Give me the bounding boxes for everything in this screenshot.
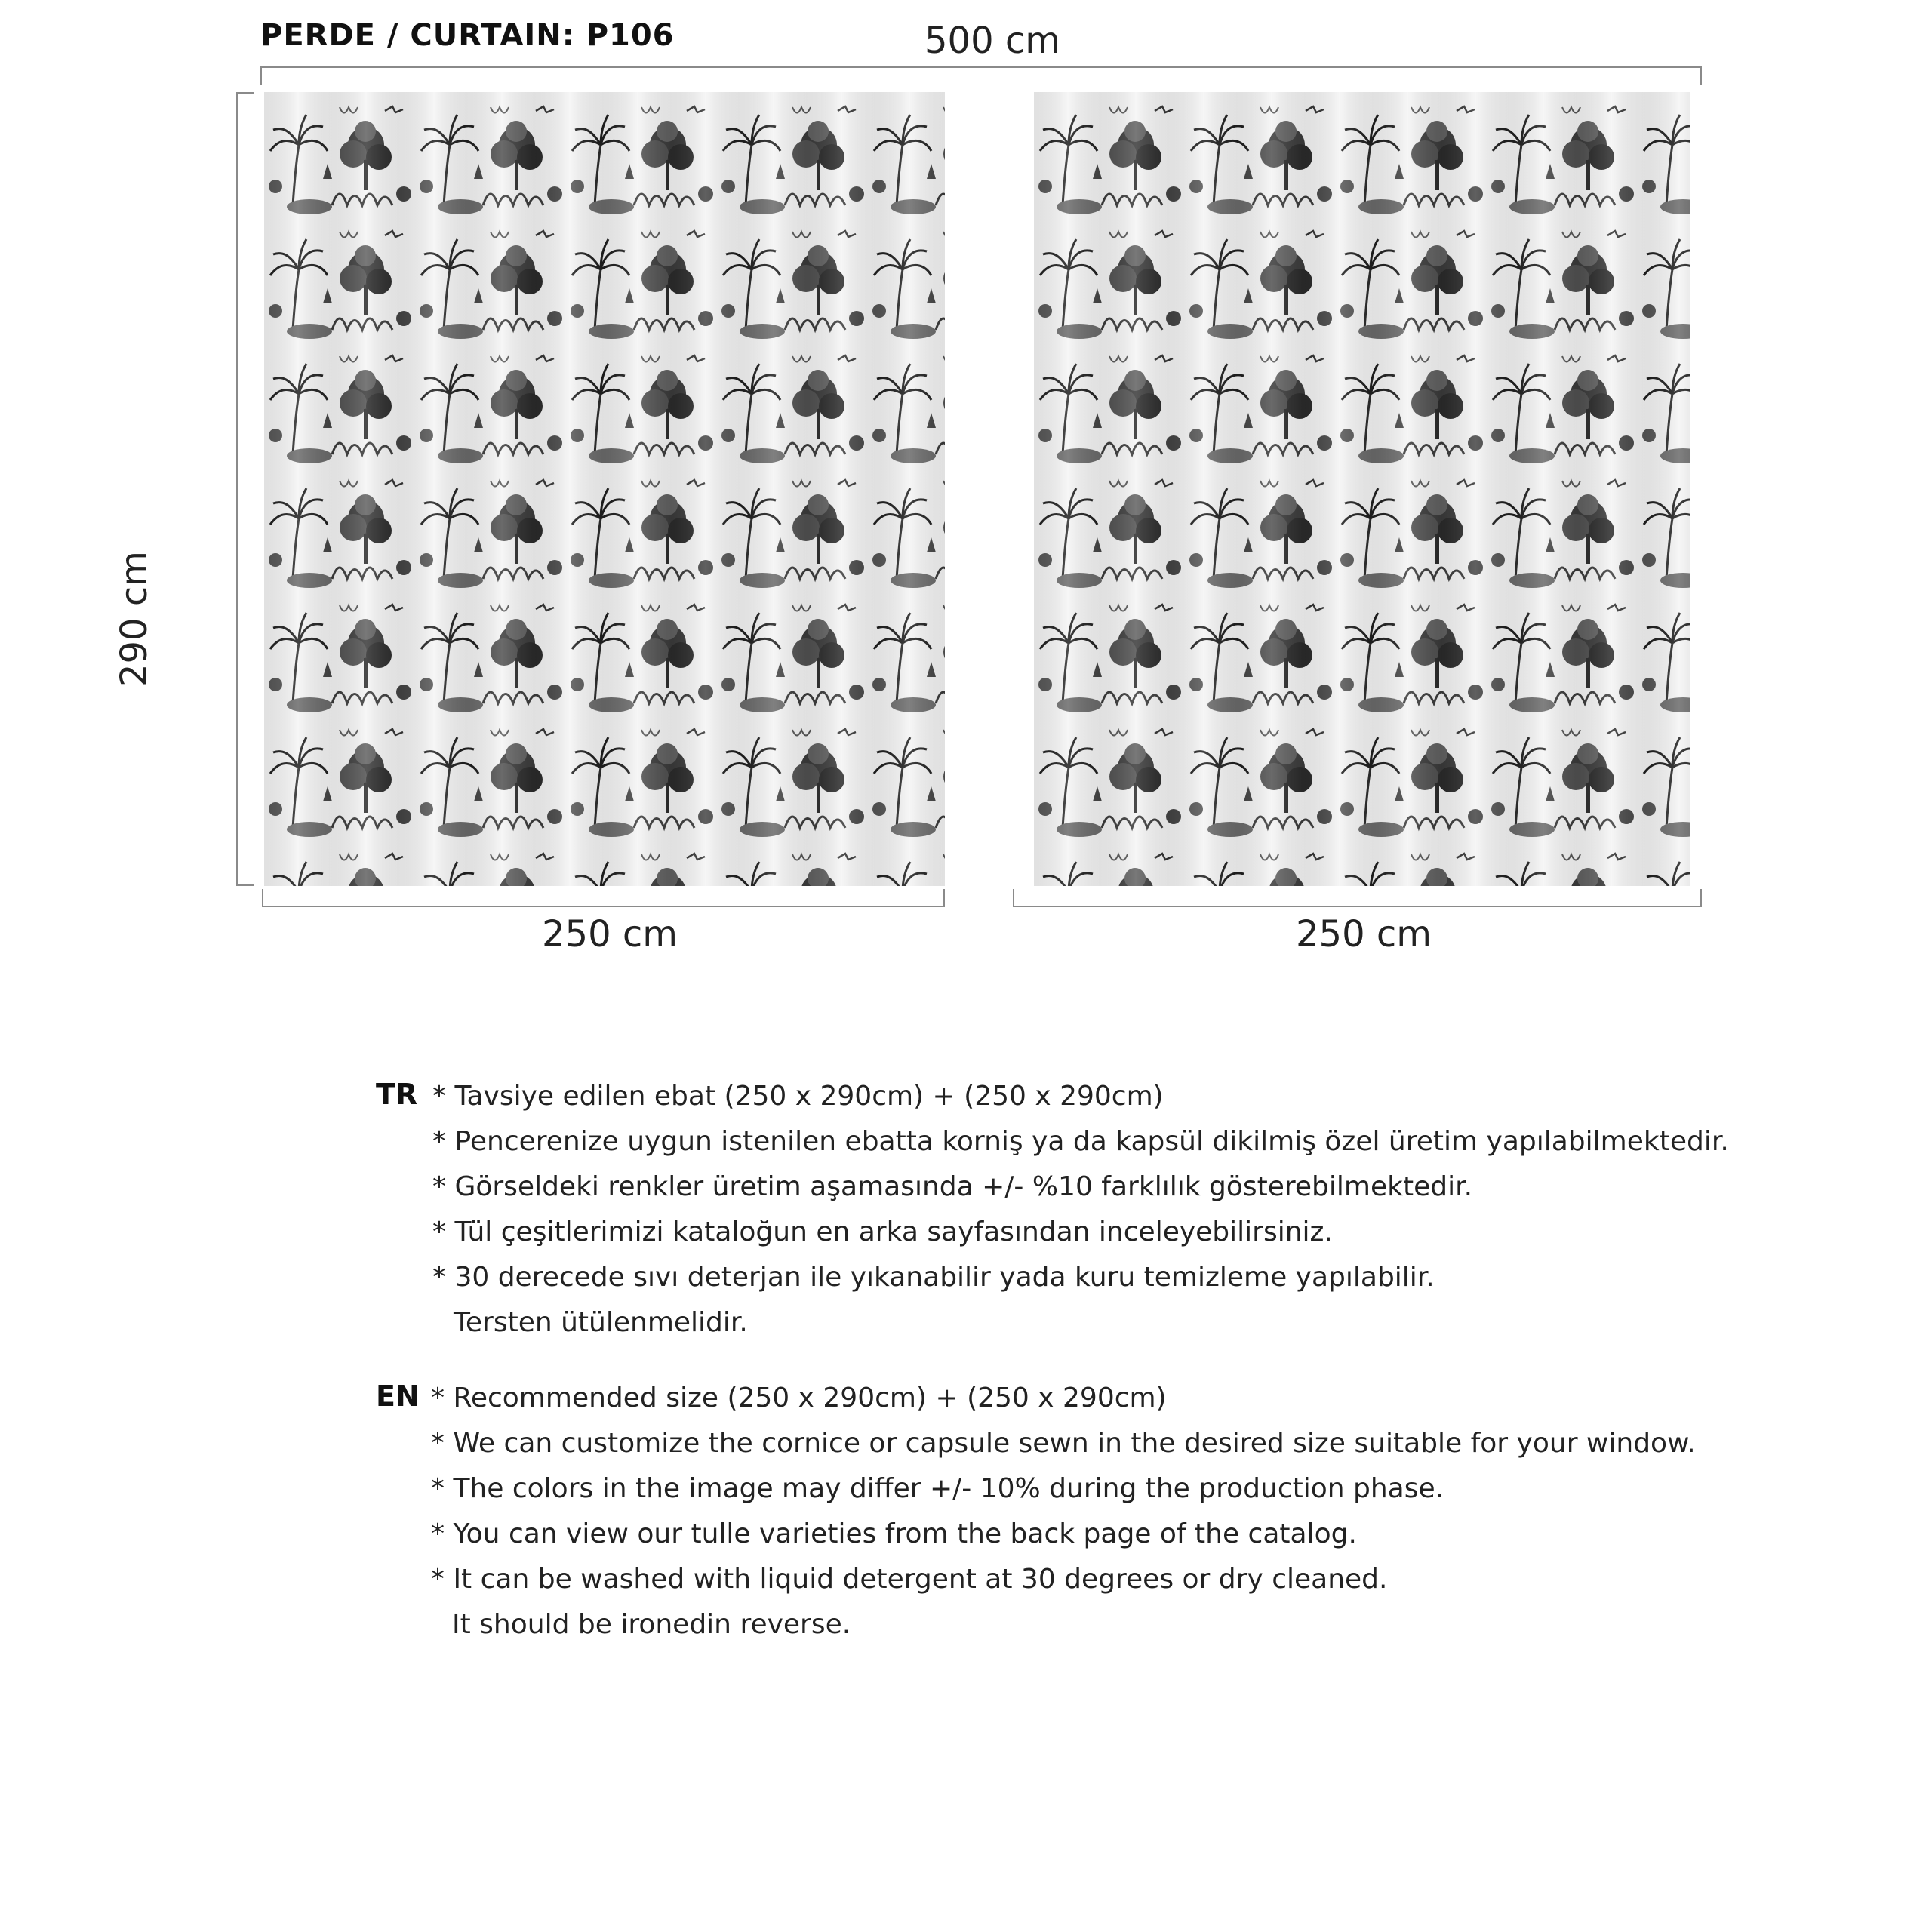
note-en-line: * You can view our tulle varieties from the back page of the catalog. xyxy=(431,1518,1357,1549)
note-tr-line: * Görseldeki renkler üretim aşamasında +/- %10 farklılık gösterebilmektedir. xyxy=(432,1171,1473,1202)
note-en-line: * Recommended size (250 x 290cm) + (250 x 290cm) xyxy=(431,1383,1167,1414)
toile-pattern-right xyxy=(1034,92,1690,886)
curtain-panel-left xyxy=(264,92,945,886)
total-width-label: 500 cm xyxy=(924,20,1061,62)
note-en-line: * It can be washed with liquid detergent at 30 degrees or dry cleaned. xyxy=(431,1564,1388,1595)
panel-left-width-line xyxy=(262,906,945,907)
height-tick-bottom xyxy=(236,884,254,886)
product-title: PERDE / CURTAIN: P106 xyxy=(260,18,675,53)
note-tr-line: * Tavsiye edilen ebat (250 x 290cm) + (250 x 290cm) xyxy=(432,1081,1164,1112)
notes-tr-code: TR xyxy=(376,1078,418,1111)
panel-right-width-label: 250 cm xyxy=(1296,913,1432,955)
total-width-tick-left xyxy=(260,66,262,85)
note-en-line: It should be ironedin reverse. xyxy=(452,1609,851,1640)
notes-en-code: EN xyxy=(376,1380,420,1413)
note-tr-line: * 30 derecede sıvı deterjan ile yıkanabilir yada kuru temizleme yapılabilir. xyxy=(432,1262,1435,1293)
notes-en xyxy=(431,1376,1696,1647)
total-width-line xyxy=(260,66,1702,68)
note-en-line: * We can customize the cornice or capsule sewn in the desired size suitable for your window. xyxy=(431,1428,1696,1459)
height-line xyxy=(236,92,238,886)
panel-left-tick-right xyxy=(943,889,945,907)
panel-left-tick-left xyxy=(262,889,263,907)
toile-pattern-left xyxy=(264,92,945,886)
height-tick-top xyxy=(236,92,254,94)
total-width-tick-right xyxy=(1700,66,1702,85)
panel-left-width-label: 250 cm xyxy=(542,913,678,955)
height-label xyxy=(113,347,155,688)
panel-right-tick-right xyxy=(1700,889,1702,907)
note-tr-line: * Pencerenize uygun istenilen ebatta korniş ya da kapsül dikilmiş özel üretim yapılabilmektedir. xyxy=(432,1126,1729,1157)
note-tr-line: * Tül çeşitlerimizi kataloğun en arka sayfasından inceleyebilirsiniz. xyxy=(432,1217,1333,1247)
panel-right-width-line xyxy=(1013,906,1702,907)
curtain-panel-right xyxy=(1034,92,1690,886)
note-en-line: * The colors in the image may differ +/- 10% during the production phase. xyxy=(431,1473,1444,1504)
panel-right-tick-left xyxy=(1013,889,1014,907)
notes-tr xyxy=(432,1074,1729,1346)
note-tr-line: Tersten ütülenmelidir. xyxy=(454,1307,748,1338)
height-label-text: 290 cm xyxy=(113,551,155,688)
